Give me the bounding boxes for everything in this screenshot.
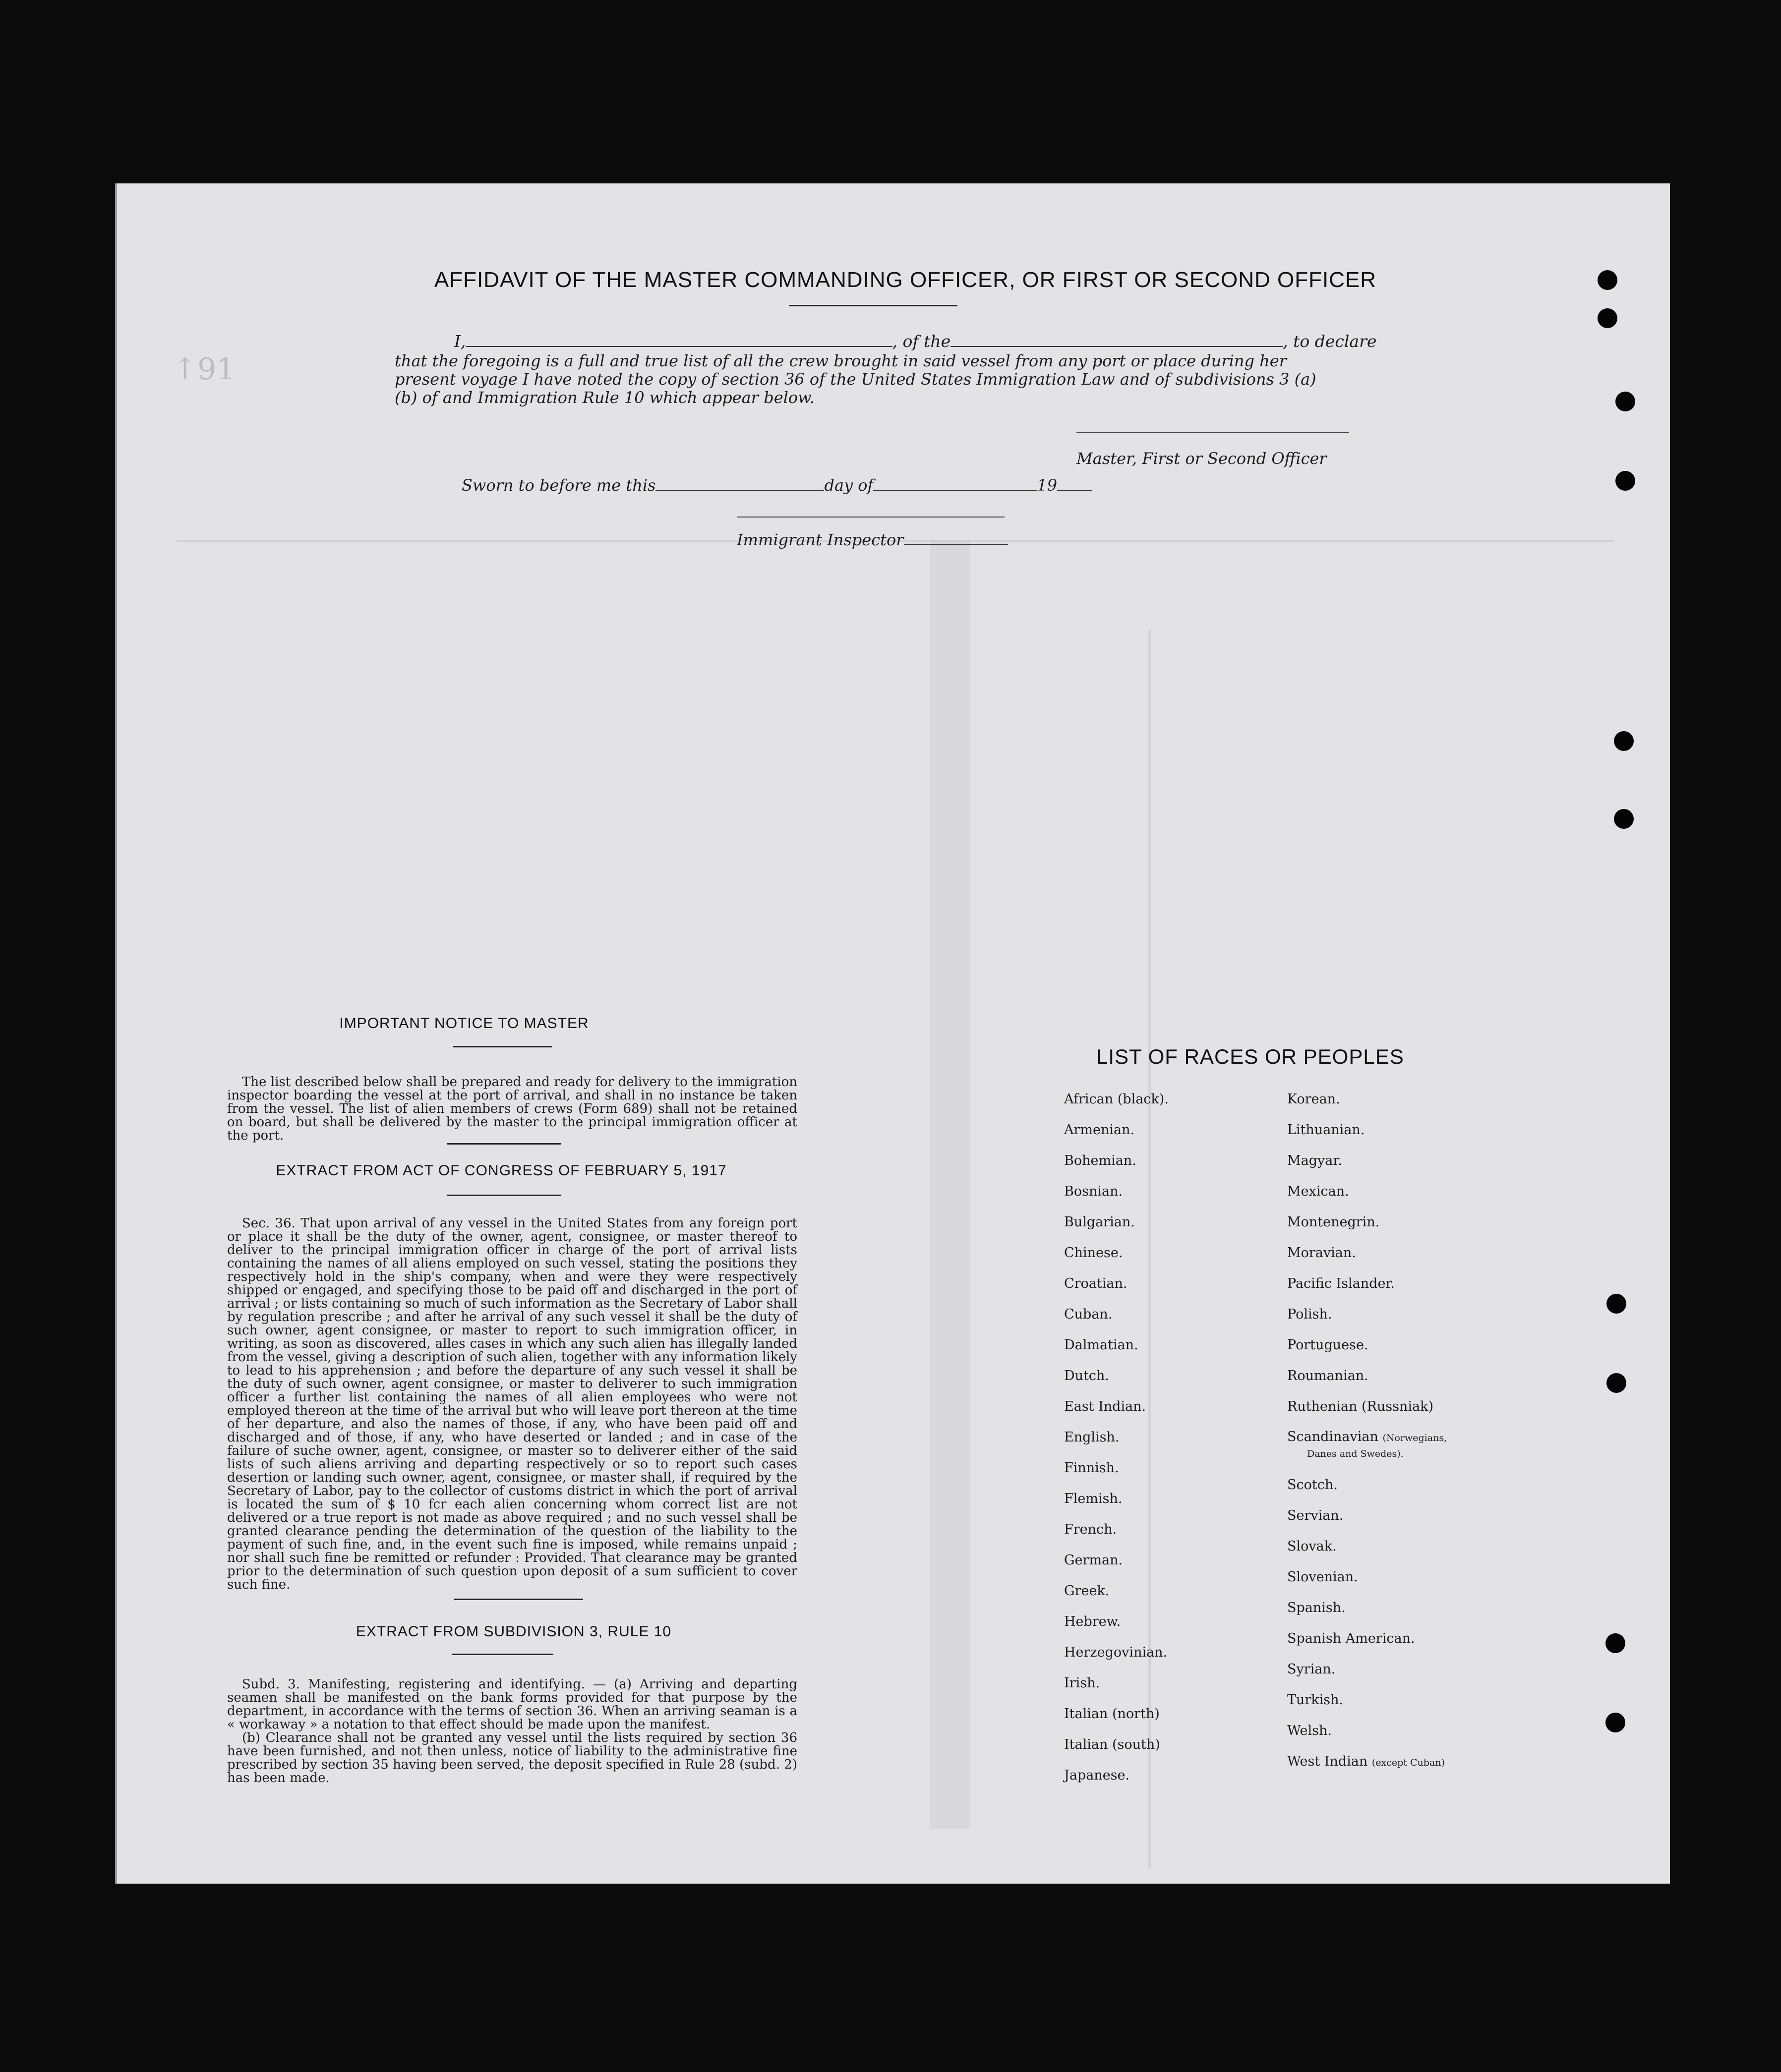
race-item: Welsh. — [1287, 1723, 1332, 1738]
race-item: Finnish. — [1064, 1460, 1119, 1476]
races-left-column — [1064, 1092, 1169, 1798]
race-item: Portuguese. — [1287, 1337, 1368, 1353]
race-item: Bulgarian. — [1064, 1214, 1135, 1230]
i-label: I, — [454, 332, 466, 351]
scandinavian-note: (Norwegians, — [1382, 1433, 1447, 1443]
of-the-label: , of the — [892, 332, 951, 351]
sworn-date-blank[interactable] — [655, 476, 824, 491]
extract-rule-text — [227, 1678, 797, 1785]
race-item: Slovak. — [1287, 1539, 1337, 1554]
race-item: Irish. — [1064, 1675, 1100, 1691]
race-item: Polish. — [1287, 1307, 1332, 1322]
affidavit-line-4: (b) of and Immigration Rule 10 which appear below. — [395, 388, 815, 407]
sworn-line — [462, 476, 1092, 495]
race-item: English. — [1064, 1430, 1120, 1445]
notice-divider — [447, 1143, 561, 1145]
race-item: Lithuanian. — [1287, 1122, 1365, 1138]
scandinavian-note-2: Danes and Swedes). — [1307, 1448, 1404, 1459]
punch-hole — [1614, 731, 1634, 751]
race-item: Armenian. — [1064, 1122, 1135, 1138]
extract-act-underline — [447, 1195, 561, 1196]
race-item: Moravian. — [1287, 1245, 1356, 1261]
extract-rule-underline — [452, 1654, 553, 1655]
race-item-west-indian — [1287, 1754, 1447, 1784]
race-item-scandinavian — [1287, 1430, 1447, 1477]
race-item: Flemish. — [1064, 1491, 1123, 1506]
race-item: Hebrew. — [1064, 1614, 1121, 1629]
race-item: Roumanian. — [1287, 1368, 1368, 1383]
notice-text — [227, 1076, 797, 1143]
punch-hole — [1615, 392, 1635, 411]
race-item: Bohemian. — [1064, 1153, 1136, 1168]
race-item: Servian. — [1287, 1508, 1344, 1523]
affidavit-line-2: that the foregoing is a full and true list of all the crew brought in said vessel from any port or place during her — [395, 351, 1287, 370]
race-item: Japanese. — [1064, 1768, 1130, 1783]
race-item: Korean. — [1287, 1092, 1340, 1107]
punch-hole — [1605, 1633, 1625, 1653]
title-underline — [789, 305, 957, 306]
affidavit-title: AFFIDAVIT OF THE MASTER COMMANDING OFFICER, OR FIRST OR SECOND OFFICER — [434, 268, 1377, 292]
inspector-label: Immigrant Inspector — [737, 530, 904, 549]
race-item: East Indian. — [1064, 1399, 1146, 1414]
punch-hole — [1606, 1373, 1626, 1393]
name-blank[interactable] — [466, 332, 892, 347]
race-item: Dutch. — [1064, 1368, 1109, 1383]
race-item: German. — [1064, 1553, 1123, 1568]
race-item: African (black). — [1064, 1092, 1169, 1107]
races-right-column — [1287, 1092, 1447, 1784]
sworn-label: Sworn to before me this — [462, 476, 656, 495]
extract-act-divider — [454, 1599, 583, 1600]
race-item: Mexican. — [1287, 1184, 1349, 1199]
year-blank[interactable] — [1057, 476, 1092, 491]
west-indian-note: (except Cuban) — [1371, 1757, 1445, 1768]
inspector-signature-line[interactable] — [737, 517, 1005, 518]
inspector-line — [737, 530, 1008, 549]
year-label: 19 — [1037, 476, 1058, 495]
punch-hole — [1605, 1713, 1625, 1732]
rule-paragraph-b: (b) Clearance shall not be granted any vessel until the lists required by section 36 have been furnished, and not then unless, notice of liability to the administrative fine prescribed by section 35 having been served, the deposit specified in Rule 28 (subd. 2) has been made. — [227, 1730, 797, 1785]
races-title: LIST OF RACES OR PEOPLES — [1096, 1045, 1404, 1068]
affidavit-line-3: present voyage I have noted the copy of section 36 of the United States Immigration Law and of subdivisions 3 (a) — [395, 370, 1316, 389]
race-item: Italian (south) — [1064, 1737, 1160, 1752]
extract-act-text — [227, 1217, 797, 1592]
to-declare-label: , to declare — [1283, 332, 1377, 351]
race-item: French. — [1064, 1522, 1117, 1537]
race-item: Bosnian. — [1064, 1184, 1123, 1199]
notice-paragraph: The list described below shall be prepared and ready for delivery to the immigration inspector boarding the vessel at the port of arrival, and shall in no instance be taken from the vessel. The list of alien members of crews (Form 689) shall not be retained on board, but shall be delivered by the master to the principal immigration officer at the port. — [227, 1075, 797, 1143]
punch-hole — [1614, 809, 1634, 829]
race-item: Syrian. — [1287, 1662, 1336, 1677]
bleed-through-band — [930, 540, 970, 1829]
scandinavian-label: Scandinavian — [1287, 1429, 1378, 1444]
affidavit-line-1 — [424, 332, 1466, 350]
punch-hole — [1615, 471, 1635, 491]
race-item: Spanish American. — [1287, 1631, 1415, 1646]
race-item: Chinese. — [1064, 1245, 1123, 1261]
notice-underline — [453, 1046, 552, 1047]
signature-line[interactable] — [1076, 432, 1349, 433]
vessel-blank[interactable] — [950, 332, 1283, 347]
race-item: Scotch. — [1287, 1477, 1338, 1493]
race-item: Italian (north) — [1064, 1706, 1160, 1722]
race-item: Slovenian. — [1287, 1569, 1358, 1585]
race-item: Pacific Islander. — [1287, 1276, 1395, 1291]
signature-label: Master, First or Second Officer — [1076, 449, 1327, 468]
section-36-paragraph: Sec. 36. That upon arrival of any vessel in the United States from any foreign port or place it shall be the duty of the owner, agent, consignee, or master thereof to deliver to the principal immigration officer in charge of the port of arrival lists containing the names of all aliens employed on such vessel, stating the positions they respectively hold in the ship's company, when and were they were respectively shipped or engaged, and specifying those to be paid off and discharged in the port of arrival ; or lists containing so much of such information as the Secretary of Labor shall by regulation prescribe ; and after he arrival of any such vessel it shall be the duty of such owner, agent consignee, or master to report to such immigration officer, in writing, as soon as discovered, alles cases in which any such alien has illegally landed from the vessel, giving a description of such alien, together with any information likely to lead to his apprehension ; and before the departure of any such vessel it shall be the duty of such owner, agent consignee, or master to deliverer to such immigration officer a further list containing the names of all alien employees who were not employed thereon at the time of the arrival but who will leave port thereon at the time of her departure, and also the names of those, if any, who have been paid off and discharged and of those, if any, who have deserted or landed ; and in case of the failure of suche owner, agent, consignee, or master so to deliverer either of the said lists of such aliens arriving and departing respectively or so to report such cases desertion or landing such owner, agent, consignee, or master shall, if required by the Secretary of Labor, pay to the collector of customs district in which the port of arrival is located the sum of $ 10 fcr each alien concerning whom correct list are not delivered or a true report is not made as above required ; and no such vessel shall be granted clearance pending the determination of the question of the liability to the payment of such fine, and, in the event such fine is imposed, while remains unpaid ; nor shall such fine be remitted or refunder : Provided. That clearance may be granted prior to the determination of such question upon deposit of a sum sufficient to cover such fine. — [227, 1216, 797, 1592]
race-item: Greek. — [1064, 1583, 1110, 1599]
notice-title: IMPORTANT NOTICE TO MASTER — [339, 1015, 589, 1032]
race-item: Spanish. — [1287, 1600, 1346, 1615]
extract-act-title: EXTRACT FROM ACT OF CONGRESS OF FEBRUARY 5, 1917 — [276, 1162, 727, 1179]
race-item: Cuban. — [1064, 1307, 1113, 1322]
race-item: Magyar. — [1287, 1153, 1342, 1168]
margin-mark: ↑91 — [173, 352, 236, 387]
race-item: Ruthenian (Russniak) — [1287, 1399, 1434, 1414]
day-of-label: day of — [824, 476, 874, 495]
punch-hole — [1606, 1294, 1626, 1314]
rule-paragraph-a: Subd. 3. Manifesting, registering and identifying. — (a) Arriving and departing seamen shall be manifested on the bank forms provided for that purpose by the department, in accordance with the terms of section 36. When an arriving seaman is a « workaway » a notation to that effect should be made upon the manifest. — [227, 1677, 797, 1732]
race-item: Croatian. — [1064, 1276, 1128, 1291]
punch-hole — [1598, 270, 1617, 290]
month-blank[interactable] — [873, 476, 1037, 491]
race-item: Dalmatian. — [1064, 1337, 1138, 1353]
document-page — [115, 183, 1670, 1884]
west-indian-label: West Indian — [1287, 1754, 1368, 1769]
race-item: Montenegrin. — [1287, 1214, 1380, 1230]
punch-hole — [1598, 308, 1617, 328]
race-item: Herzegovinian. — [1064, 1645, 1168, 1660]
inspector-blank[interactable] — [904, 530, 1008, 545]
race-item: Turkish. — [1287, 1692, 1344, 1708]
extract-rule-title: EXTRACT FROM SUBDIVISION 3, RULE 10 — [356, 1623, 672, 1640]
